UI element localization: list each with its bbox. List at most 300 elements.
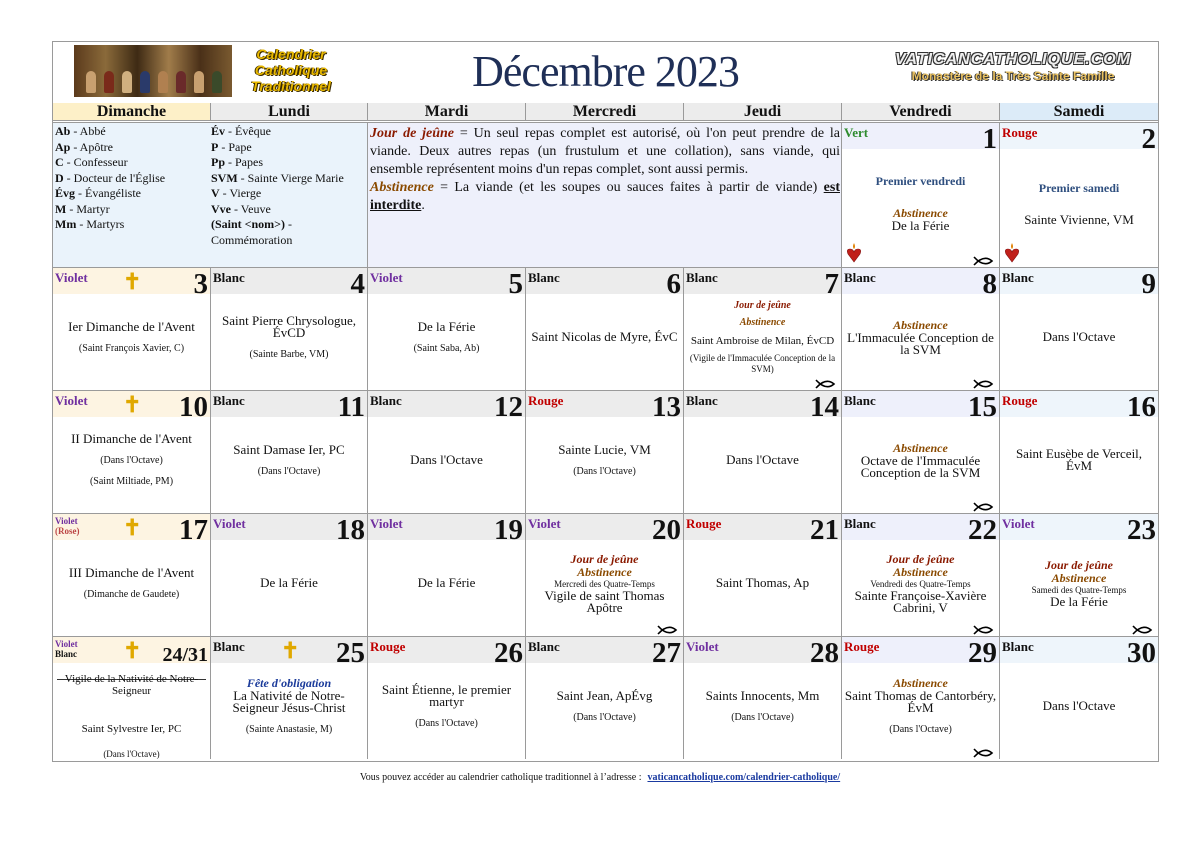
commemoration: (Dimanche de Gaudete) xyxy=(83,588,180,600)
day-content xyxy=(1002,151,1156,255)
feast-name: Saint Ambroise de Milan, ÉvCD xyxy=(690,335,835,347)
day-content xyxy=(1002,665,1156,747)
liturgical-color xyxy=(1002,639,1034,655)
day-content xyxy=(686,542,839,624)
legend-item xyxy=(211,202,365,218)
liturgical-color xyxy=(55,270,88,286)
calendar-grid xyxy=(53,103,1158,761)
note-abst-end: . xyxy=(421,198,425,213)
liturgical-color-name: Violet xyxy=(55,393,88,408)
day-number: 12 xyxy=(494,391,523,423)
feast-name: Ier Dimanche de l'Avent xyxy=(68,318,195,334)
liturgical-color-name: Blanc xyxy=(1002,639,1034,654)
legend-text: - Commémoration xyxy=(211,217,293,247)
feast-name: La Nativité de Notre-Seigneur Jésus-Christ xyxy=(232,688,346,715)
abbreviation-legend xyxy=(53,122,367,267)
commemoration: (Dans l'Octave) xyxy=(415,717,478,729)
note-jeune-label: Jour de jeûne xyxy=(370,126,455,141)
day-content xyxy=(55,419,208,501)
day-content xyxy=(213,419,365,501)
day-number: 28 xyxy=(810,637,839,669)
feast-name: De la Férie xyxy=(891,218,950,233)
ember-day-label: Vendredi des Quatre-Temps xyxy=(870,578,971,589)
legend-text: - Pape xyxy=(218,139,252,154)
day-number: 11 xyxy=(337,391,365,423)
day-content xyxy=(213,665,365,747)
day-cell[interactable] xyxy=(210,390,367,513)
commemoration: (Dans l'Octave) xyxy=(100,455,163,466)
day-cell[interactable] xyxy=(210,513,367,636)
legend-text: - Abbé xyxy=(70,124,106,138)
feast-name: Saint Eusèbe de Verceil, ÉvM xyxy=(1015,446,1143,473)
legend-item xyxy=(55,186,205,202)
site-banner xyxy=(884,51,1142,83)
legend-text: - Papes xyxy=(225,155,264,169)
day-cell[interactable] xyxy=(367,390,525,513)
liturgical-color-name: Rouge xyxy=(1002,125,1038,140)
day-content xyxy=(844,151,997,255)
note-abst-emph: est interdite xyxy=(370,180,840,213)
legend-abbr: Vve xyxy=(211,201,231,216)
legend-abbr: Évg xyxy=(55,186,76,200)
feast-name: Dans l'Octave xyxy=(1042,698,1116,713)
liturgical-color xyxy=(370,639,405,655)
liturgical-color-name: Blanc xyxy=(370,393,402,408)
footer-link[interactable]: vaticancatholique.com/calendrier-catholique/ xyxy=(647,772,841,783)
weekday-header: Dimanche xyxy=(53,103,210,121)
liturgical-color-name: Blanc xyxy=(1002,270,1034,285)
liturgical-color-name: Rouge xyxy=(370,639,406,654)
page-title: Décembre 2023 xyxy=(472,47,739,96)
liturgical-color xyxy=(213,639,245,655)
day-number: 23 xyxy=(1127,514,1156,546)
day-number: 6 xyxy=(666,268,681,300)
liturgical-color-name: Blanc xyxy=(686,393,718,408)
liturgical-color-name: Vert xyxy=(844,125,869,140)
day-cell[interactable] xyxy=(525,636,683,759)
day-content xyxy=(370,542,523,624)
day-number: 7 xyxy=(824,268,839,300)
fish-icon xyxy=(973,748,995,758)
liturgical-color xyxy=(686,270,718,286)
liturgical-color-name: Violet xyxy=(55,516,78,526)
abstinence-label: Abstinence xyxy=(893,440,948,455)
liturgical-color xyxy=(528,270,560,286)
abstinence-label: Abstinence xyxy=(893,317,948,332)
liturgical-color-name: Blanc xyxy=(213,393,245,408)
liturgical-color-name: Blanc xyxy=(213,639,245,654)
day-cell[interactable] xyxy=(999,267,1158,390)
day-number: 30 xyxy=(1127,637,1156,669)
legend-text: - Docteur de l'Église xyxy=(63,170,166,185)
day-cell[interactable] xyxy=(210,267,367,390)
day-content xyxy=(686,665,839,747)
liturgical-color xyxy=(1002,516,1035,532)
day-number: 4 xyxy=(350,268,365,300)
liturgical-color-name: Blanc xyxy=(686,270,718,285)
commemoration: (Saint Saba, Ab) xyxy=(413,342,480,354)
day-cell[interactable] xyxy=(999,636,1158,759)
day-number: 20 xyxy=(652,514,681,546)
legend-item xyxy=(55,124,205,140)
day-content xyxy=(528,419,681,501)
day-cell[interactable] xyxy=(525,513,683,636)
legend-text: - Vierge xyxy=(219,186,262,200)
day-cell[interactable] xyxy=(525,390,683,513)
fish-icon xyxy=(973,379,995,389)
liturgical-color xyxy=(844,516,876,532)
day-content xyxy=(1002,296,1156,378)
cross-icon: ✝ xyxy=(123,269,142,294)
legend-item xyxy=(211,171,365,187)
day-number: 24/31 xyxy=(162,644,208,666)
day-number: 10 xyxy=(179,391,208,423)
abstinence-label: Abstinence xyxy=(739,317,786,328)
feast-name: Vigile de la Nativité de Notre-Seigneur xyxy=(64,673,199,697)
liturgical-color xyxy=(370,270,403,286)
liturgical-color-secondary: (Rose) xyxy=(55,526,80,536)
calendar xyxy=(52,41,1159,762)
legend-abbr: M xyxy=(55,201,67,216)
legend-text: - Sainte Vierge Marie xyxy=(237,170,344,185)
abstinence-label: Abstinence xyxy=(577,564,632,579)
day-cell[interactable] xyxy=(841,390,999,513)
liturgical-color xyxy=(213,393,245,409)
weekday-header: Mercredi xyxy=(525,103,683,121)
day-content xyxy=(213,296,365,378)
liturgical-color xyxy=(844,639,879,655)
cross-icon: ✝ xyxy=(123,392,142,417)
feast-name: De la Férie xyxy=(1050,593,1108,609)
day-number: 21 xyxy=(810,514,839,546)
day-content xyxy=(370,296,523,378)
liturgical-color xyxy=(1002,270,1034,286)
fish-icon xyxy=(973,256,995,266)
day-content xyxy=(1002,542,1156,624)
liturgical-color-name: Blanc xyxy=(844,393,876,408)
sacred-heart-icon xyxy=(846,243,862,263)
legend-text: - Évêque xyxy=(225,124,271,138)
feast-name-secondary: Saint Sylvestre Ier, PC xyxy=(81,723,182,735)
liturgical-color xyxy=(528,639,560,655)
day-cell[interactable] xyxy=(53,267,210,390)
liturgical-color-name: Violet xyxy=(213,516,246,531)
feast-name: Saint Nicolas de Myre, ÉvC xyxy=(531,329,678,344)
day-number: 1 xyxy=(982,123,997,155)
day-content xyxy=(844,419,997,501)
liturgical-color-name: Rouge xyxy=(528,393,564,408)
legend-item xyxy=(55,217,205,233)
liturgical-color xyxy=(370,516,403,532)
commemoration: (Sainte Anastasie, M) xyxy=(245,724,333,735)
cross-icon: ✝ xyxy=(281,638,300,663)
legend-text: - Évangéliste xyxy=(75,186,141,200)
legend-abbr: P xyxy=(211,139,219,154)
day-cell[interactable] xyxy=(841,122,999,267)
special-day: Premier vendredi xyxy=(875,174,966,188)
day-number: 2 xyxy=(1141,123,1156,155)
commemoration: (Dans l'Octave) xyxy=(103,749,160,759)
footer xyxy=(0,772,1200,783)
day-number: 27 xyxy=(652,637,681,669)
day-number: 25 xyxy=(336,637,365,669)
legend-abbr: D xyxy=(55,170,64,185)
liturgical-color-name: Violet xyxy=(686,639,719,654)
feast-name: Octave de l'Immaculée Conception de la SVM xyxy=(860,452,981,480)
liturgical-color xyxy=(213,516,246,532)
feast-name: Saint Jean, ApÉvg xyxy=(556,687,653,703)
commemoration: (Dans l'Octave) xyxy=(889,724,952,735)
liturgical-color-name: Blanc xyxy=(844,270,876,285)
day-cell[interactable] xyxy=(683,513,841,636)
liturgical-color xyxy=(844,270,876,286)
day-content xyxy=(55,296,208,378)
day-number: 3 xyxy=(193,268,208,300)
legend-text: - Veuve xyxy=(231,201,271,216)
day-content xyxy=(686,296,839,378)
day-cell[interactable] xyxy=(999,390,1158,513)
legend-abbr: (Saint <nom>) xyxy=(211,217,286,231)
fish-icon xyxy=(657,625,679,635)
sacred-heart-icon xyxy=(1004,243,1020,263)
liturgical-color xyxy=(55,516,80,536)
day-number: 5 xyxy=(508,268,523,300)
day-number: 29 xyxy=(968,637,997,669)
day-cell[interactable] xyxy=(999,513,1158,636)
liturgical-color xyxy=(213,270,245,286)
day-content xyxy=(528,296,681,378)
day-cell[interactable] xyxy=(525,267,683,390)
legend-item xyxy=(55,140,205,156)
day-cell[interactable] xyxy=(841,513,999,636)
day-number: 16 xyxy=(1127,391,1156,423)
commemoration: (Vigile de l'Immaculée Conception de la SVM) xyxy=(689,353,836,374)
liturgical-color xyxy=(686,639,719,655)
special-day: Premier samedi xyxy=(1038,180,1120,195)
day-content xyxy=(55,673,208,759)
legend-item xyxy=(211,124,365,140)
liturgical-color xyxy=(844,393,876,409)
legend-abbr: C xyxy=(55,155,64,169)
day-cell[interactable] xyxy=(683,267,841,390)
abstinence-label: Abstinence xyxy=(893,676,948,690)
legend-text: - Apôtre xyxy=(70,139,113,154)
liturgical-color-name: Blanc xyxy=(213,270,245,285)
commemoration: (Dans l'Octave) xyxy=(731,711,794,723)
feast-name: II Dimanche de l'Avent xyxy=(71,431,192,446)
feast-name: Saints Innocents, Mm xyxy=(705,687,820,703)
legend-abbr: Ab xyxy=(55,124,71,138)
feast-name: Saint Étienne, le premier martyr xyxy=(381,681,512,709)
ember-day-label: Mercredi des Quatre-Temps xyxy=(554,578,655,589)
abstinence-label: Abstinence xyxy=(1051,570,1107,585)
day-cell[interactable] xyxy=(367,636,525,759)
site-url[interactable]: VATICANCATHOLIQUE.COM xyxy=(894,51,1132,68)
ember-day-label: Samedi des Quatre-Temps xyxy=(1031,584,1127,595)
fish-icon xyxy=(973,502,995,512)
fish-icon xyxy=(973,625,995,635)
weekday-header: Mardi xyxy=(367,103,525,121)
commemoration-secondary: (Saint Miltiade, PM) xyxy=(89,476,174,487)
legend-abbr: Pp xyxy=(211,155,226,169)
weekday-header: Samedi xyxy=(999,103,1158,121)
day-content xyxy=(55,542,208,624)
footer-text: Vous pouvez accéder au calendrier catholique traditionnel à l’adresse : xyxy=(359,772,642,783)
cross-icon: ✝ xyxy=(123,515,142,540)
legend-text: - Martyrs xyxy=(76,217,125,231)
feast-name: De la Férie xyxy=(417,318,476,334)
day-number: 14 xyxy=(810,391,839,423)
feast-name: Sainte Lucie, VM xyxy=(558,441,651,457)
liturgical-color-name: Violet xyxy=(370,516,403,531)
day-number: 19 xyxy=(494,514,523,546)
feast-name: L'Immaculée Conception de la SVM xyxy=(847,329,994,357)
feast-name: Saint Thomas, Ap xyxy=(715,575,810,590)
legend-abbr: Ap xyxy=(55,139,71,154)
legend-item xyxy=(55,155,205,171)
day-content xyxy=(528,542,681,624)
weekday-header: Lundi xyxy=(210,103,367,121)
feast-name: Sainte Françoise-Xavière Cabrini, V xyxy=(854,587,987,615)
day-number: 17 xyxy=(179,514,208,546)
liturgical-color xyxy=(1002,125,1037,141)
logo-line: Catholique xyxy=(254,62,328,78)
liturgical-color-name: Violet xyxy=(55,270,88,285)
day-content xyxy=(844,542,997,624)
day-cell[interactable] xyxy=(53,390,210,513)
feast-name: Saint Damase Ier, PC xyxy=(233,441,345,457)
day-cell[interactable] xyxy=(841,636,999,759)
feast-name: De la Férie xyxy=(417,575,476,590)
day-cell[interactable] xyxy=(367,267,525,390)
liturgical-color-name: Blanc xyxy=(528,270,560,285)
feast-name: Vigile de saint Thomas Apôtre xyxy=(544,587,665,615)
abstinence-label: Abstinence xyxy=(893,564,948,579)
weekday-header: Vendredi xyxy=(841,103,999,121)
liturgical-color xyxy=(528,516,561,532)
fish-icon xyxy=(815,379,837,389)
day-cell[interactable] xyxy=(999,122,1158,267)
legend-abbr: SVM xyxy=(211,170,238,185)
liturgical-color-name: Rouge xyxy=(844,639,880,654)
day-cell[interactable] xyxy=(53,513,210,636)
day-cell[interactable] xyxy=(841,267,999,390)
day-cell[interactable] xyxy=(683,636,841,759)
weekday-header: Jeudi xyxy=(683,103,841,121)
feast-name: Dans l'Octave xyxy=(410,452,483,467)
legend-item xyxy=(55,202,205,218)
note-abst-label: Abstinence xyxy=(370,180,434,195)
legend-item xyxy=(211,140,365,156)
site-subtitle: Monastère de la Très Sainte Famille xyxy=(911,69,1115,83)
commemoration: (Dans l'Octave) xyxy=(573,465,636,477)
liturgical-color xyxy=(1002,393,1037,409)
day-number: 15 xyxy=(968,391,997,423)
feast-name: De la Férie xyxy=(260,575,318,590)
commemoration: (Dans l'Octave) xyxy=(257,465,321,477)
fasting-label: Jour de jeûne xyxy=(886,551,955,566)
commemoration: (Saint François Xavier, C) xyxy=(78,342,185,354)
day-content xyxy=(370,419,523,501)
feast-name: Saint Pierre Chrysologue, ÉvCD xyxy=(222,312,356,340)
fasting-label: Jour de jeûne xyxy=(1044,557,1113,572)
commemoration: (Dans l'Octave) xyxy=(573,711,636,723)
legend-abbr: Év xyxy=(211,124,226,138)
day-content xyxy=(844,296,997,378)
legend-item xyxy=(55,171,205,187)
day-content xyxy=(686,419,839,501)
feast-name: III Dimanche de l'Avent xyxy=(68,564,195,580)
liturgical-color-name: Violet xyxy=(1002,516,1035,531)
note-abst-text: = La viande (et les soupes ou sauces faites à partir de viande) xyxy=(433,180,824,195)
feast-name: Dans l'Octave xyxy=(726,452,799,467)
legend-text: - Confesseur xyxy=(63,155,128,169)
day-number: 8 xyxy=(982,268,997,300)
day-content xyxy=(844,665,997,747)
fish-icon xyxy=(1132,625,1154,635)
liturgical-color xyxy=(844,125,868,141)
liturgical-color-name: Rouge xyxy=(686,516,722,531)
liturgical-color-name: Violet xyxy=(370,270,403,285)
liturgical-color-name: Blanc xyxy=(528,639,560,654)
liturgical-color-secondary: Blanc xyxy=(55,649,78,659)
day-content xyxy=(528,665,681,747)
day-cell[interactable] xyxy=(683,390,841,513)
liturgical-color xyxy=(55,393,88,409)
liturgical-color xyxy=(686,516,721,532)
logo-line: Traditionnel xyxy=(251,78,331,94)
liturgical-color xyxy=(55,639,78,659)
liturgical-color-name: Rouge xyxy=(1002,393,1038,408)
note-jeune-text: = Un seul repas complet est autorisé, où l'on peut prendre de la viande. Deux autres repas (un frustulum et une collation), sans viande, qui ensemble représentent moins d'un repas complet, sont aussi permis. xyxy=(370,126,840,177)
liturgical-color-name: Violet xyxy=(528,516,561,531)
feast-name: Dans l'Octave xyxy=(1042,329,1116,344)
legend-abbr: V xyxy=(211,186,220,200)
day-number: 18 xyxy=(336,514,365,546)
day-number: 9 xyxy=(1141,268,1156,300)
abstinence-label: Abstinence xyxy=(893,206,948,220)
legend-abbr: Mm xyxy=(55,217,77,231)
logo-line: Calendrier xyxy=(256,46,326,62)
day-number: 26 xyxy=(494,637,523,669)
liturgical-color-name: Violet xyxy=(55,639,78,649)
legend-item xyxy=(211,217,365,248)
calendar-header xyxy=(53,42,1158,103)
day-cell[interactable] xyxy=(53,636,210,759)
day-number: 13 xyxy=(652,391,681,423)
commemoration: (Sainte Barbe, VM) xyxy=(249,348,329,360)
liturgical-color xyxy=(528,393,563,409)
legend-text: - Martyr xyxy=(66,201,110,216)
fasting-label: Jour de jeûne xyxy=(570,551,639,566)
obligation-label: Fête d'obligation xyxy=(246,676,332,690)
liturgical-color xyxy=(686,393,718,409)
day-number: 22 xyxy=(968,514,997,546)
cross-icon: ✝ xyxy=(123,638,142,663)
legend-item xyxy=(211,155,365,171)
liturgical-color-name: Blanc xyxy=(844,516,876,531)
day-content xyxy=(1002,419,1156,501)
fasting-note xyxy=(367,122,842,267)
day-content xyxy=(213,542,365,624)
feast-name: Sainte Vivienne, VM xyxy=(1024,211,1134,227)
fasting-label: Jour de jeûne xyxy=(734,300,791,311)
day-content xyxy=(370,665,523,747)
feast-name: Saint Thomas de Cantorbéry, ÉvM xyxy=(844,688,997,715)
liturgical-color xyxy=(370,393,402,409)
day-cell[interactable] xyxy=(367,513,525,636)
day-cell[interactable] xyxy=(210,636,367,759)
